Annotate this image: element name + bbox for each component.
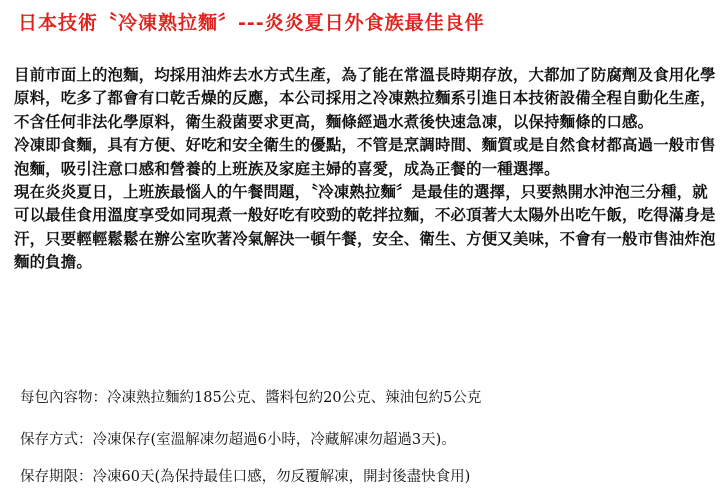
storage-method: 保存方式：冷凍保存(室溫解凍勿超過6小時，冷藏解凍勿超過3天)。	[20, 432, 456, 448]
shelf-life: 保存期限：冷凍60天(為保持最佳口感，勿反覆解凍，開封後盡快食用)	[20, 469, 471, 485]
paragraph-frozen-noodles: 冷凍即食麵，具有方便、好吃和安全衛生的優點，不管是烹調時間、麵質或是自然食材都高過一般市售泡麵，吸引注意口感和營養的上班族及家庭主婦的喜愛，成為正餐的一種選擇。	[14, 136, 716, 178]
body-text	[14, 64, 720, 275]
paragraph-instant-noodles: 目前市面上的泡麵，均採用油炸去水方式生產，為了能在常溫長時期存放，大都加了防腐劑及食用化學原料，吃多了都會有口乾舌燥的反應，本公司採用之冷凍熟拉麵系引進日本技術設備全程自動化生產，不含任何非法化學原料，衛生殺菌要求更高，麵條經過水煮後快速急凍，以保持麵條的口感。	[14, 66, 716, 131]
headline: 日本技術〝冷凍熟拉麵〞---炎炎夏日外食族最佳良伴	[18, 12, 485, 34]
paragraph-summer-lunch: 現在炎炎夏日，上班族最惱人的午餐問題，〝冷凍熟拉麵〞是最佳的選擇，只要熱開水沖泡三分種，就可以最佳食用溫度享受如同現煮一般好吃有咬勁的乾拌拉麵，不必頂著大太陽外出吃午飯，吃得滿身是汗，只要輕輕鬆鬆在辦公室吹著冷氣解決一頓午餐，安全、衛生、方便又美味，不會有一般市售油炸泡麵的負擔。	[14, 183, 716, 272]
package-contents: 每包內容物：冷凍熟拉麵約185公克、醬料包約20公克、辣油包約5公克	[20, 390, 482, 406]
